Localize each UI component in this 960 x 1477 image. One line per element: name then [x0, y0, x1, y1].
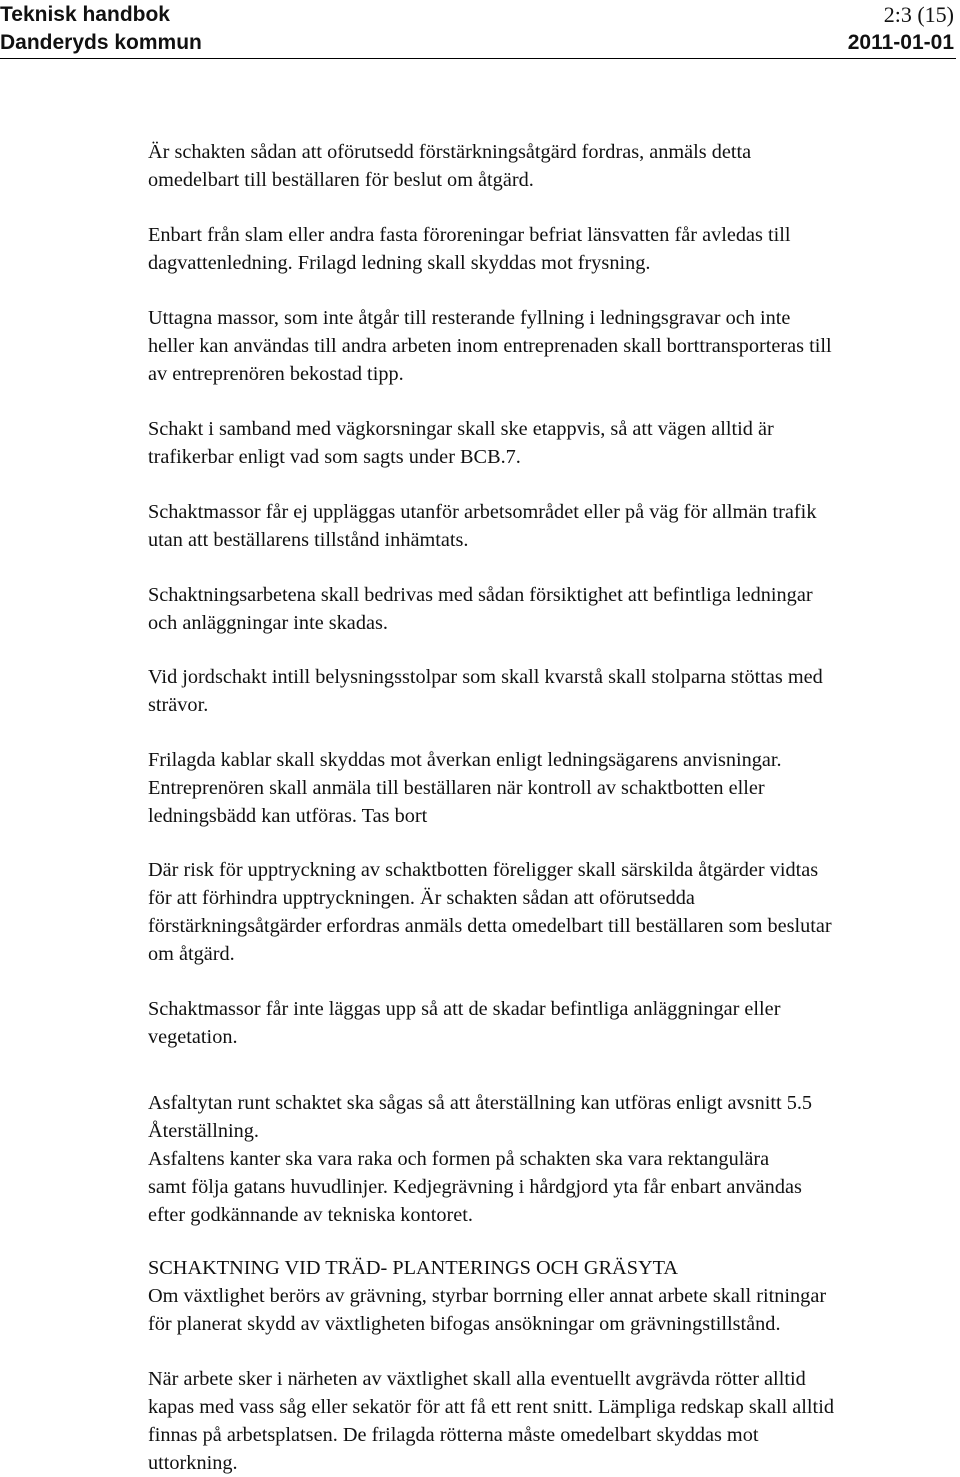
paragraph-lighting-poles: Vid jordschakt intill belysningsstolpar som skall kvarstå skall stolparna stöttas med strävor.: [148, 666, 823, 716]
paragraph-trees-plantings: SCHAKTNING VID TRÄD- PLANTERINGS OCH GRÄSYTA Om växtlighet berörs av grävning, styrbar borrning eller annat arbete skall ritningar för planerat skydd av växtligheten bifogas ansökningar om grävningstillstånd.: [148, 1257, 827, 1335]
paragraph-road-crossings: Schakt i samband med vägkorsningar skall ske etappvis, så att vägen alltid är trafikerbar enligt vad som sagts under BCB.7.: [148, 418, 774, 468]
document-title: Teknisk handbok: [0, 3, 170, 26]
paragraph-spoil-vegetation: Schaktmassor får inte läggas upp så att de skadar befintliga anläggningar eller vegetation.: [148, 998, 781, 1048]
paragraph-drainage: Enbart från slam eller andra fasta föroreningar befriat länsvatten får avledas till dagvattenledning. Frilagd ledning skall skyddas mot frysning.: [148, 224, 791, 274]
paragraph-careful-excavation: Schaktningsarbetena skall bedrivas med sådan försiktighet att befintliga ledningar och anläggningar inte skadas.: [148, 584, 813, 634]
paragraph-excavated-masses: Uttagna massor, som inte åtgår till resterande fyllning i ledningsgravar och inte heller kan användas till andra arbeten inom entreprenaden skall borttransporteras till av entreprenören bekostad tipp.: [148, 307, 832, 385]
page-header: [0, 0, 956, 59]
paragraph-spoil-placement: Schaktmassor får ej uppläggas utanför arbetsområdet eller på väg för allmän trafik utan att beställarens tillstånd inhämtats.: [148, 501, 817, 551]
paragraph-heave-risk: Där risk för upptryckning av schaktbotten föreligger skall särskilda åtgärder vidtas för att förhindra upptryckningen. Är schakten sådan att oförutsedda förstärkningsåtgärder erfordras anmäls detta omedelbart till beställaren som beslutar om åtgärd.: [148, 859, 832, 965]
document-date: 2011-01-01: [847, 31, 954, 54]
paragraph-reinforcement-notice: Är schakten sådan att oförutsedd förstärkningsåtgärd fordras, anmäls detta omedelbart till beställaren för beslut om åtgärd.: [148, 141, 752, 191]
paragraph-exposed-cables: Frilagda kablar skall skyddas mot åverkan enligt ledningsägarens anvisningar. Entreprenören skall anmäla till beställaren när kontroll av schaktbotten eller ledningsbädd kan utföras. Tas bort: [148, 749, 782, 827]
paragraph-root-cutting: När arbete sker i närheten av växtlighet skall alla eventuellt avgrävda rötter alltid kapas med vass såg eller sekatör för att få ett rent snitt. Lämpliga redskap skall alltid finnas på arbetsplatsen. De frilagda rötterna måste omedelbart skyddas mot uttorkning.: [148, 1368, 834, 1474]
page-number: 2:3 (15): [883, 2, 954, 27]
paragraph-asphalt: Asfaltytan runt schaktet ska sågas så att återställning kan utföras enligt avsnitt 5.5 Återställning. Asfaltens kanter ska vara raka och formen på schakten ska vara rektangulära samt följa gatans huvudlinjer. Kedjegrävning i hårdgjord yta får enbart användas efter godkännande av tekniska kontoret.: [148, 1092, 813, 1226]
organization-name: Danderyds kommun: [0, 31, 202, 54]
